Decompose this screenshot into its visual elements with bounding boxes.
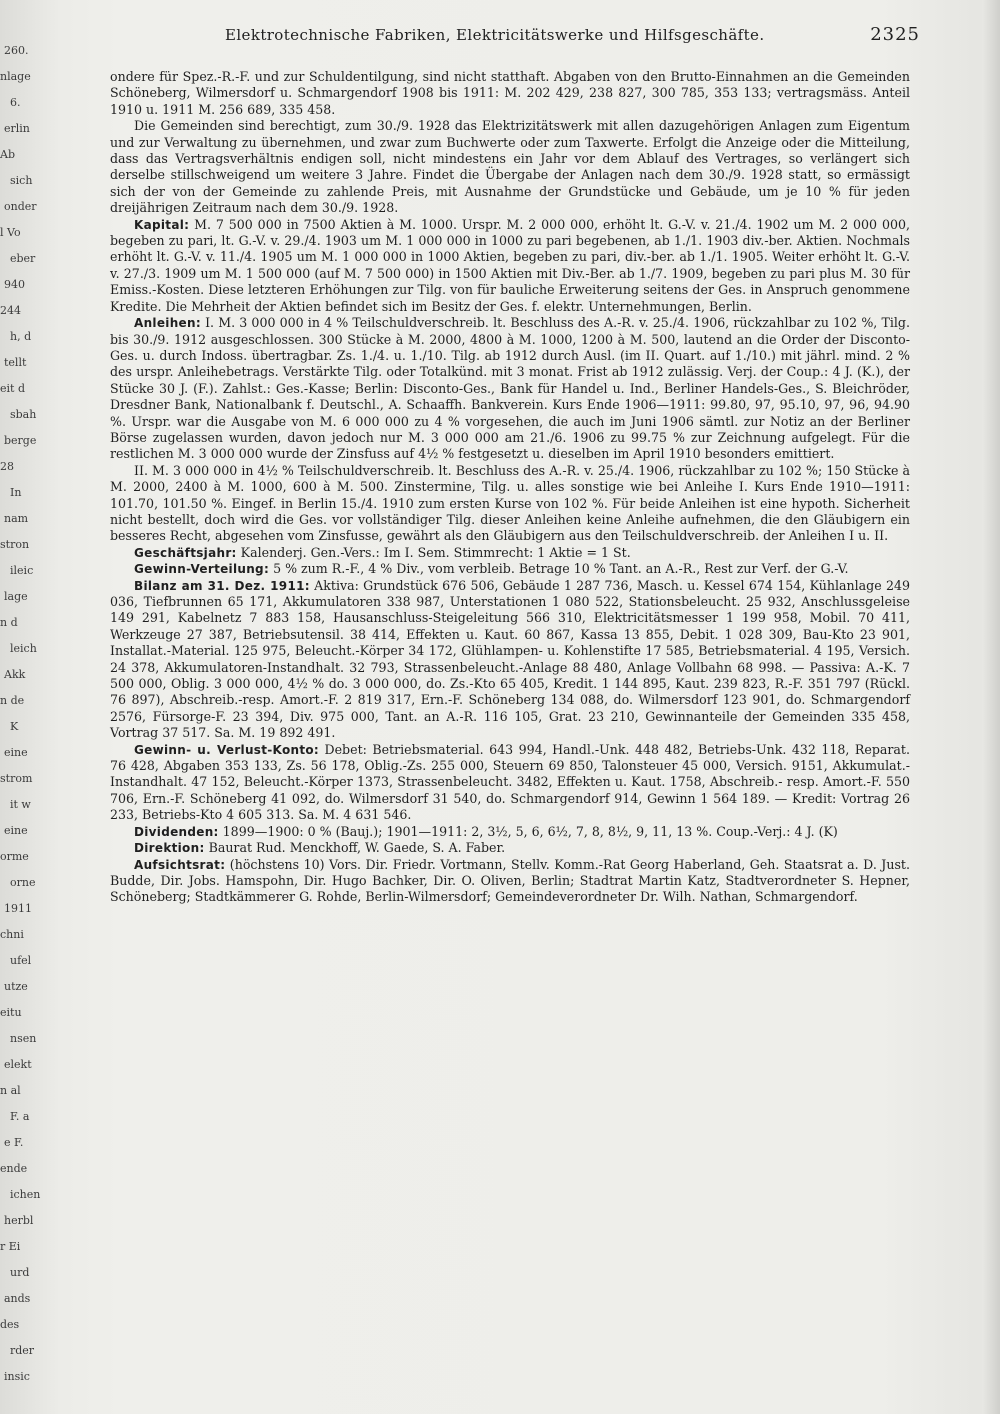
margin-fragment: F. a [10, 1110, 30, 1123]
margin-fragment: stron [0, 538, 30, 551]
paragraph-text: 1899—1900: 0 % (Bauj.); 1901—1911: 2, 3½, 5, 6, 6½, 7, 8, 8½, 9, 11, 13 %. Coup.-Verj.: 4 J. (K) [222, 823, 838, 839]
paragraph-continuation [110, 69, 910, 118]
paragraph-bilanz [110, 578, 910, 742]
section-label: Aufsichtsrat: [134, 857, 226, 872]
paragraph-text: M. 7 500 000 in 7500 Aktien à M. 1000. Urspr. M. 2 000 000, erhöht lt. G.-V. v. 21./4. 1902 um M. 2 000 000, begeben zu pari, lt. G.-V. v. 29./4. 1903 um M. 1 000 000 in 1000 zu pari begebenen, ab 1./1. 1903 div.-ber. Aktien. Nochmals erhöht lt. G.-V. v. 11./4. 1905 um M. 1 000 000 in 1000 Aktien, begeben zu pari, div.-ber. ab 1./1. 1905. Weiter erhöht lt. G.-V. v. 27./3. 1909 um M. 1 500 000 (auf M. 7 500 000) in 1500 Aktien mit Div.-Ber. ab 1./7. 1909, begeben zu pari plus M. 30 für Emiss.-Kosten. Diese letzteren Erhöhungen zur Tilg. von für bauliche Erweiterung seitens der Ges. in Anspruch genommene Kredite. Die Mehrheit der Aktien befindet sich im Besitz der Ges. f. elektr. Unternehmungen, Berlin. [110, 216, 910, 314]
paragraph-text: I. M. 3 000 000 in 4 % Teilschuldverschreib. lt. Beschluss des A.-R. v. 25./4. 1906, rückzahlbar zu 102 %, Tilg. bis 30./9. 1912 ausgeschlossen. 300 Stücke à M. 2000, 4800 à M. 1000, 1200 à M. 500, lautend an die Order der Disconto-Ges. u. durch Indoss. übertragbar. Zs. 1./4. u. 1./10. Tilg. ab 1912 durch Ausl. (im II. Quart. auf 1./10.) mit jährl. mind. 2 % des urspr. Anleihebetrags. Verstärkte Tilg. oder Totalkünd. mit 3 monat. Frist ab 1912 zulässig. Verj. der Coup.: 4 J. (K.), der Stücke 30 J. (F.). Zahlst.: Ges.-Kasse; Berlin: Disconto-Ges., Bank für Handel u. Ind., Berliner Handels-Ges., S. Bleichröder, Dresdner Bank, Nationalbank f. Deutschl., A. Schaaffh. Bankverein. Kurs Ende 1906—1911: 99.80, 97, 95.10, 97, 96, 94.90 %. Urspr. war die Ausgabe von M. 6 000 000 zu 4 % vorgesehen, die auch im Juni 1906 sämtl. zur Notiz an der Berliner Börse zugelassen wurden, davon jedoch nur M. 3 000 000 am 21./6. 1906 zu 99.75 % zur Zeichnung aufgelegt. Für die restlichen M. 3 000 000 wurde der Zinsfuss auf 4½ % festgesetzt u. dieselben im April 1910 besonders emittiert. [110, 315, 910, 462]
running-header-title: Elektrotechnische Fabriken, Elektricitätswerke und Hilfsgeschäfte. [225, 26, 765, 44]
margin-fragment: erlin [4, 122, 30, 135]
margin-fragment: urd [10, 1266, 30, 1279]
paragraph-text: Aktiva: Grundstück 676 506, Gebäude 1 287 736, Masch. u. Kessel 674 154, Kühlanlage 249 036, Tiefbrunnen 65 171, Akkumulatoren 338 987, Unterstationen 1 080 522, Stationsbeleucht. 25 932, Anschlussgeleise 149 291, Kabelnetz 7 883 158, Hausanschluss-Steigeleitung 566 310, Elektricitätsmesser 1 199 958, Mobil. 70 411, Werkzeuge 27 387, Betriebsutensil. 38 414, Effekten u. Kaut. 60 867, Kassa 13 855, Debit. 1 028 309, Bau-Kto 23 901, Installat.-Material. 125 975, Beleucht.-Körper 34 172, Glühlampen- u. Kohlenstifte 17 585, Betriebsmaterial. 4 195, Versich. 24 378, Akkumulatoren-Instandhalt. 32 793, Strassenbeleucht.-Anlage 88 480, Anlage Vollbahn 68 998. — Passiva: A.-K. 7 500 000, Oblig. 3 000 000, 4½ % do. 3 000 000, do. Zs.-Kto 65 405, Kredit. 1 144 895, Kaut. 239 823, R.-F. 351 797 (Rückl. 76 897), Abschreib.-resp. Amort.-F. 2 819 317, Ern.-F. Schöneberg 134 088, do. Wilmersdorf 123 901, do. Schmargendorf 2576, Fürsorge-F. 23 394, Div. 975 000, Tant. an A.-R. 116 105, Grat. 23 210, Gewinnanteile der Gemeinden 335 458, Vortrag 37 517. Sa. M. 19 892 491. [110, 577, 910, 741]
margin-fragment: n d [0, 616, 18, 629]
margin-fragment: rder [10, 1344, 35, 1357]
margin-fragment: ufel [10, 954, 32, 967]
margin-fragment: eine [4, 746, 28, 759]
paragraph-gewinn-verteilung [110, 561, 910, 577]
margin-fragment: orne [10, 876, 36, 889]
margin-fragment: tellt [4, 356, 27, 369]
section-label: Geschäftsjahr: [134, 545, 237, 560]
margin-fragment: insic [4, 1370, 30, 1383]
page-edge-shadow [982, 0, 1000, 1414]
paragraph-direktion [110, 840, 910, 856]
margin-fragment: ands [4, 1292, 31, 1305]
margin-fragment: des [0, 1318, 20, 1331]
page-body [110, 69, 910, 906]
paragraph-text: (höchstens 10) Vors. Dir. Friedr. Vortmann, Stellv. Komm.-Rat Georg Haberland, Geh. Staatsrat a. D. Just. Budde, Dir. Jobs. Hamspohn, Dir. Hugo Bachker, Dir. O. Oliven, Berlin; Stadtrat Martin Katz, Stadtverordneter S. Hepner, Schöneberg; Stadtkämmerer G. Rohde, Berlin-Wilmersdorf; Gemeindeverordneter Dr. Wilh. Nathan, Schmargendorf. [110, 856, 910, 905]
margin-fragment: lage [4, 590, 28, 603]
paragraph-text: Die Gemeinden sind berechtigt, zum 30./9. 1928 das Elektrizitätswerk mit allen dazugehörigen Anlagen zum Eigentum und zur Verwaltung zu übernehmen, und zwar zum Buchwerte oder zum Taxwerte. Erfolgt die Anzeige oder die Mitteilung, dass das Vertragsverhältnis endigen soll, nicht mindestens ein Jahr vor dem Ablauf des Vertrages, so verlängert sich derselbe stillschweigend um weitere 3 Jahre. Findet die Übergabe der Anlagen nach dem 30./9. 1928 statt, so ermässigt sich der von der Gemeinde zu zahlende Preis, mit Ausnahme der Grundstücke und Gebäude, um je 10 % für jeden dreijährigen Zeitraum nach dem 30./9. 1928. [110, 118, 910, 216]
page-number: 2325 [870, 24, 920, 45]
margin-fragment: eit d [0, 382, 25, 395]
paragraph-aufsichtsrat [110, 857, 910, 906]
section-label: Dividenden: [134, 824, 219, 839]
margin-fragment: l Vo [0, 226, 21, 239]
margin-fragment: 940 [4, 278, 25, 291]
margin-fragment: ichen [10, 1188, 41, 1201]
margin-fragment: utze [4, 980, 28, 993]
margin-fragment: 28 [0, 460, 14, 473]
paragraph-text: Kalenderj. Gen.-Vers.: Im I. Sem. Stimmrecht: 1 Aktie = 1 St. [240, 544, 631, 560]
paragraph-text: 5 % zum R.-F., 4 % Div., vom verbleib. Betrage 10 % Tant. an A.-R., Rest zur Verf. der G.-V. [273, 561, 849, 577]
paragraph-text: Baurat Rud. Menckhoff, W. Gaede, S. A. Faber. [208, 840, 506, 856]
margin-fragment: n al [0, 1084, 21, 1097]
margin-fragment: nam [4, 512, 29, 525]
margin-fragment: leich [10, 642, 37, 655]
margin-fragment: berge [4, 434, 37, 447]
margin-fragment: Ab [0, 148, 15, 161]
margin-fragment: ileic [10, 564, 34, 577]
margin-fragment: eitu [0, 1006, 22, 1019]
margin-fragment: herbl [4, 1214, 34, 1227]
margin-fragment: nlage [0, 70, 31, 83]
section-label: Gewinn- u. Verlust-Konto: [134, 742, 320, 757]
margin-fragment: ende [0, 1162, 28, 1175]
paragraph-text: Debet: Betriebsmaterial. 643 994, Handl.-Unk. 448 482, Betriebs-Unk. 432 118, Reparat. 76 428, Abgaben 353 133, Zs. 56 178, Oblig.-Zs. 255 000, Steuern 69 850, Talonsteuer 45 000, Versich. 9151, Akkumulat.-Instandhalt. 47 152, Beleucht.-Körper 1373, Strassenbeleucht. 3482, Effekten u. Kaut. 1758, Abschreib.- resp. Amort.-F. 550 706, Ern.-F. Schöneberg 41 092, do. Wilmersdorf 31 540, do. Schmargendorf 914, Gewinn 1 564 189. — Kredit: Vortrag 26 233, Betriebs-Kto 4 605 313. Sa. M. 4 631 546. [110, 741, 910, 823]
margin-fragment: 244 [0, 304, 21, 317]
margin-fragment: sich [10, 174, 33, 187]
margin-fragment: e F. [4, 1136, 24, 1149]
section-label: Gewinn-Verteilung: [134, 562, 270, 577]
paragraph-text: II. M. 3 000 000 in 4½ % Teilschuldverschreib. lt. Beschluss des A.-R. v. 25./4. 1906, rückzahlbar zu 102 %; 150 Stücke à M. 2000, 2400 à M. 1000, 600 à M. 500. Zinstermine, Tilg. u. alles sonstige wie bei Anleihe I. Kurs Ende 1910—1911: 101.70, 101.50 %. Eingef. in Berlin 15./4. 1910 zum ersten Kurse von 102 %. Für beide Anleihen ist eine hypoth. Sicherheit nicht bestellt, doch wird die Ges. vor vollständiger Tilg. dieser Anleihen keine Anleihe aufnehmen, die den Gläubigern ein besseres Recht, abgesehen vom Zinsfusse, gewährt als den Gläubigern aus den Teilschuldverschreib. der Anleihen I u. II. [110, 462, 910, 544]
margin-fragment: n de [0, 694, 25, 707]
paragraph-anleihen [110, 315, 910, 463]
margin-fragment: it w [10, 798, 31, 811]
margin-fragment: strom [0, 772, 33, 785]
margin-fragment: nsen [10, 1032, 37, 1045]
left-margin-fragments [0, 40, 50, 1410]
margin-fragment: h, d [10, 330, 32, 343]
paragraph-uebernahme [110, 118, 910, 216]
margin-fragment: orme [0, 850, 29, 863]
paragraph-geschaeftsjahr [110, 545, 910, 561]
section-label: Kapital: [134, 217, 190, 232]
paragraph-dividenden [110, 824, 910, 840]
margin-fragment: 6. [10, 96, 21, 109]
margin-fragment: In [10, 486, 22, 499]
margin-fragment: onder [4, 200, 37, 213]
margin-fragment: K [10, 720, 19, 733]
section-label: Anleihen: [134, 316, 201, 331]
paragraph-kapital [110, 217, 910, 315]
paragraph-gewinn-verlust [110, 742, 910, 824]
margin-fragment: elekt [4, 1058, 32, 1071]
section-label: Direktion: [134, 841, 205, 856]
margin-fragment: 260. [4, 44, 29, 57]
margin-fragment: sbah [10, 408, 37, 421]
margin-fragment: 1911 [4, 902, 32, 915]
margin-fragment: r Ei [0, 1240, 21, 1253]
section-label: Bilanz am 31. Dez. 1911: [134, 578, 310, 593]
margin-fragment: eine [4, 824, 28, 837]
margin-fragment: eber [10, 252, 36, 265]
running-header [200, 24, 920, 48]
paragraph-anleihe-2 [110, 463, 910, 545]
paragraph-text: ondere für Spez.-R.-F. und zur Schuldentilgung, sind nicht statthaft. Abgaben von den Brutto-Einnahmen an die Gemeinden Schöneberg, Wilmersdorf u. Schmargendorf 1908 bis 1911: M. 202 429, 238 827, 300 785, 353 133; vertragsmäss. Anteil 1910 u. 1911 M. 256 689, 335 458. [110, 69, 910, 117]
margin-fragment: Akk [4, 668, 26, 681]
margin-fragment: chni [0, 928, 24, 941]
